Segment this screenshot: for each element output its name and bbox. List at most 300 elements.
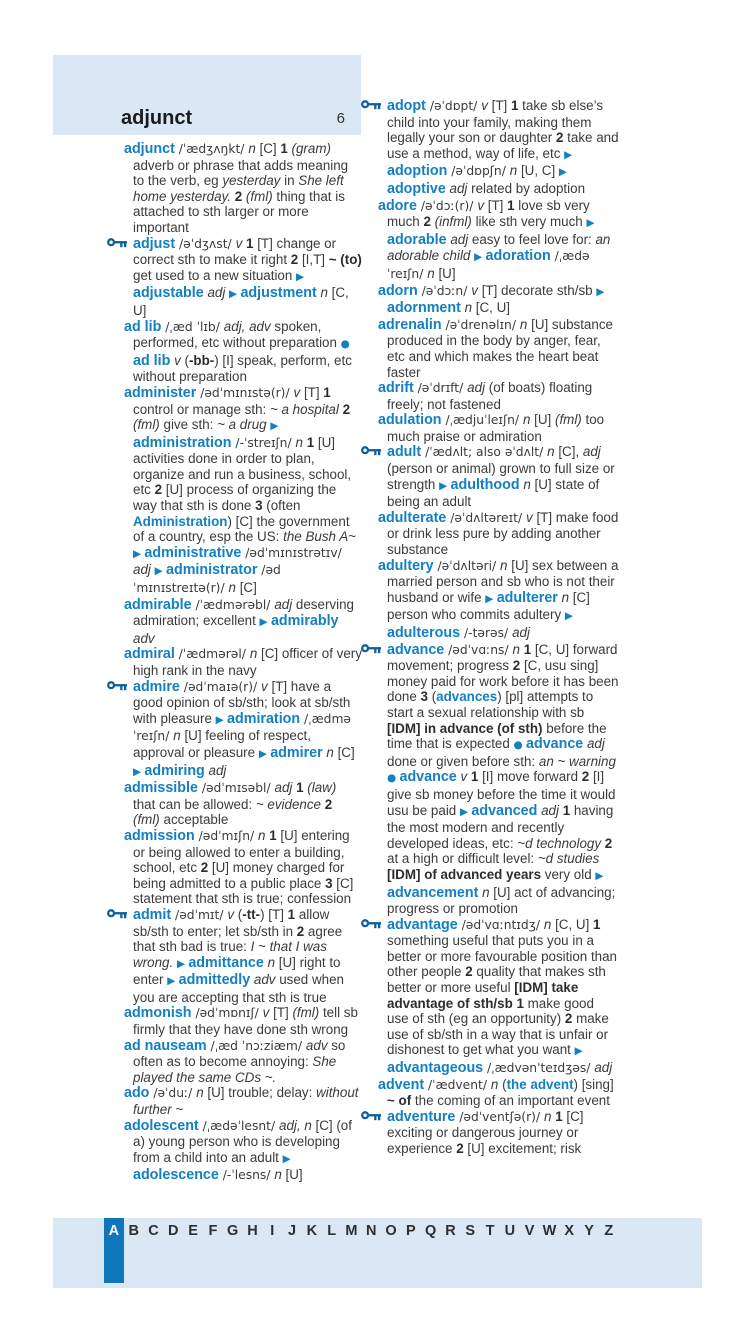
bold-text: 1	[287, 906, 296, 922]
highlighted-word: the advent	[506, 1076, 574, 1092]
definition-text: [C] statement that sth is true; confession	[133, 875, 354, 907]
idiom-label: [IDM]	[387, 720, 421, 736]
dictionary-entry	[378, 558, 619, 642]
derivative-word: admiring	[144, 762, 205, 779]
bold-text: 2	[324, 796, 333, 812]
alphabet-letter-I[interactable]: I	[270, 1223, 275, 1239]
phonetics: /əˈdʌltəri/	[433, 558, 501, 573]
phonetics: /əˈdɒpʃn/	[447, 164, 510, 179]
dictionary-entry	[378, 283, 619, 317]
phonetics: /əˈdɒpt/	[425, 99, 482, 113]
dictionary-entry	[124, 679, 362, 781]
phonetics: /ˈædʌlt; also əˈdʌlt/	[421, 445, 548, 460]
alphabet-letter-J[interactable]: J	[288, 1223, 297, 1239]
part-of-speech: n	[248, 141, 256, 156]
derivative-word: administrative	[144, 544, 242, 561]
italic-text: (infml)	[430, 214, 472, 230]
headword: adulation	[378, 412, 442, 429]
phonetics: /-ˈstreɪʃn/	[231, 435, 296, 450]
definition-text: [U] feeling of respect, approval or pleasure	[133, 728, 311, 760]
bold-text: 2	[512, 658, 521, 674]
definition-text: (	[427, 689, 437, 705]
part-of-speech: adj	[594, 1060, 613, 1076]
italic-text: (fml)	[133, 812, 160, 828]
definition-text: [T]	[300, 384, 324, 400]
derivative-marker: ▶	[133, 547, 145, 560]
phonetics: /əˈdɔːn/	[417, 283, 472, 298]
phonetics: /ədˈmɪt/	[171, 907, 228, 922]
definition-text: very old	[541, 866, 596, 882]
definition-text: [C] officer of very high rank in the navy	[133, 646, 362, 678]
part-of-speech: v	[293, 384, 301, 400]
alphabet-letter-P[interactable]: P	[406, 1223, 416, 1239]
alphabet-letter-X[interactable]: X	[564, 1223, 575, 1239]
derivative-word: advancement	[387, 884, 479, 901]
phonetics: /ˈædvent/	[424, 1077, 491, 1092]
part-of-speech: n	[557, 589, 570, 605]
italic-text: ~d technology	[517, 835, 602, 851]
alphabet-letter-K[interactable]: K	[306, 1223, 318, 1239]
derivative-marker: ●	[340, 338, 350, 351]
dictionary-entry	[124, 1038, 362, 1086]
dictionary-entry	[378, 917, 619, 1077]
dictionary-entry	[124, 907, 362, 1006]
bold-text: 3	[325, 875, 333, 891]
headword: administer	[124, 384, 197, 401]
bold-text: 2	[342, 401, 351, 417]
bold-text: -tt-	[242, 906, 261, 922]
italic-text: (fml)	[292, 1005, 320, 1021]
part-of-speech: v	[235, 235, 243, 251]
bold-text: 1	[306, 434, 315, 450]
part-of-speech: adj	[583, 736, 605, 752]
definition-text: [U] sex between a married person and sb who is not their husband or wife	[387, 557, 619, 605]
derivative-word: adolescence	[133, 1167, 219, 1184]
bold-text: 1	[593, 916, 601, 932]
alphabet-letter-B[interactable]: B	[128, 1223, 139, 1239]
headword: adult	[387, 444, 422, 461]
derivative-word: adorable	[387, 231, 447, 248]
bold-text: 2	[423, 214, 431, 230]
definition-text: [T] change or correct sth to make it right	[133, 235, 337, 268]
headword: admire	[133, 678, 180, 695]
alphabet-letter-Q[interactable]: Q	[425, 1223, 437, 1239]
dictionary-entry	[124, 780, 362, 828]
italic-text: She played the same CDs ~.	[133, 1054, 337, 1085]
derivative-marker: ▶	[259, 616, 271, 629]
bold-text: 2	[200, 860, 209, 876]
dictionary-entry	[124, 1118, 362, 1184]
bold-text: 1	[269, 827, 277, 843]
part-of-speech: n	[522, 412, 531, 428]
headword: adrift	[378, 380, 414, 397]
part-of-speech: n	[249, 646, 258, 662]
definition-text: [C]	[333, 744, 355, 760]
italic-text: (fml)	[555, 412, 582, 428]
headword: admissible	[124, 780, 198, 797]
key-icon	[361, 98, 387, 114]
definition-text: make good use of sth (eg an opportunity)	[387, 995, 594, 1027]
part-of-speech: adj	[274, 596, 293, 612]
headword: admit	[133, 906, 172, 923]
definition-text: ) [I] speak, perform, etc without preparation	[133, 352, 352, 385]
alphabet-letter-N[interactable]: N	[366, 1223, 377, 1239]
dictionary-entry	[378, 380, 619, 412]
definition-text: done or given before sth:	[387, 753, 539, 769]
phonetics: /ˌædəˈreɪʃn/	[387, 249, 590, 281]
dictionary-entry	[124, 1085, 362, 1117]
derivative-marker: ▶	[215, 713, 228, 726]
part-of-speech: v	[227, 906, 235, 922]
definition-text: [U] substance produced in the body by anger, fear, etc and which makes the heart beat faster	[387, 316, 613, 380]
definition-text: [U]	[434, 265, 456, 281]
italic-text: without further ~	[133, 1085, 359, 1118]
italic-text: (gram)	[287, 141, 331, 156]
part-of-speech: adj	[274, 780, 293, 796]
derivative-marker: ▶	[574, 1045, 583, 1058]
definition-text: [T]	[487, 98, 511, 113]
part-of-speech: v	[481, 98, 488, 113]
part-of-speech: n	[173, 728, 181, 744]
alphabet-letter-R[interactable]: R	[445, 1223, 456, 1239]
derivative-word: ad lib	[133, 352, 171, 369]
derivative-marker: ●	[513, 739, 527, 752]
dictionary-entry	[124, 597, 362, 647]
definition-text: [U] activities done in order to plan, organize and run a business, school, etc	[133, 434, 352, 498]
dictionary-entry	[124, 385, 362, 597]
derivative-marker: ▶	[176, 957, 189, 970]
definition-text: get used to a new situation	[133, 267, 297, 283]
italic-text: (fml)	[242, 188, 273, 204]
derivative-marker: ▶	[282, 1152, 291, 1165]
bold-text: 2	[234, 188, 243, 204]
definition-text: that can be allowed:	[133, 796, 256, 812]
definition-text: (	[180, 352, 189, 368]
phonetics: /ˌædvənˈteɪdʒəs/	[483, 1061, 595, 1076]
definition-text: so often as to become annoying:	[133, 1037, 346, 1070]
part-of-speech: n	[427, 265, 435, 281]
headword: adrenalin	[378, 316, 442, 333]
definition-text: [C, U] forward movement; progress	[387, 641, 618, 674]
bold-text: 1	[516, 995, 524, 1011]
idiom-label: [IDM]	[387, 866, 421, 882]
alphabet-letter-D[interactable]: D	[168, 1223, 179, 1239]
definition-text: (of boats) floating freely; not fastened	[387, 380, 593, 412]
bold-text: ~ of	[387, 1093, 412, 1109]
part-of-speech: v	[261, 678, 268, 694]
derivative-word: admirer	[270, 744, 323, 761]
alphabet-letter-S[interactable]: S	[465, 1223, 476, 1239]
part-of-speech: v	[471, 282, 478, 298]
part-of-speech: adv	[133, 630, 155, 646]
italic-text: yesterday	[222, 173, 281, 189]
alphabet-letter-V[interactable]: V	[524, 1223, 535, 1239]
definition-text: ) [sing]	[573, 1076, 614, 1092]
definition-text: make use of sb/sth in a way that is unfair or dishonest to get what you want	[387, 1011, 609, 1058]
alphabet-letter-G[interactable]: G	[227, 1223, 239, 1239]
definition-text: [C],	[554, 444, 583, 460]
derivative-word: adjustable	[133, 285, 204, 302]
phonetics: /əˈdrenəlɪn/	[441, 317, 520, 332]
definition-text: [C, U]	[472, 300, 510, 316]
definition-text: before the time that is expected	[387, 720, 607, 752]
alphabet-letter-H[interactable]: H	[247, 1223, 258, 1239]
dictionary-column-left	[124, 141, 362, 1184]
phonetics: /ˌædəˈlesnt/	[198, 1118, 280, 1133]
alphabet-letter-E[interactable]: E	[188, 1223, 198, 1239]
key-icon	[361, 1109, 387, 1125]
bold-text: 1	[246, 235, 254, 251]
alphabet-letter-U[interactable]: U	[504, 1223, 516, 1239]
part-of-speech: n	[258, 827, 266, 843]
derivative-marker: ▶	[558, 166, 567, 179]
part-of-speech: adj	[133, 562, 151, 578]
derivative-marker: ▶	[154, 565, 167, 578]
definition-text: [U] excitement; risk	[463, 1141, 582, 1156]
italic-text: ~d studies	[537, 851, 600, 867]
italic-text: ~ evidence	[255, 796, 321, 812]
definition-text: the coming of an important event	[411, 1093, 610, 1109]
definition-text: [U] right to enter	[133, 954, 341, 988]
part-of-speech: adj	[446, 231, 469, 247]
derivative-word: advance	[526, 736, 584, 753]
definition-text: [C] (of a) young person who is developing from a child into an adult	[133, 1117, 352, 1165]
bold-text: 2	[456, 1141, 464, 1156]
italic-text: (fml)	[133, 417, 160, 433]
part-of-speech: adj	[204, 762, 227, 778]
part-of-speech: n	[322, 744, 334, 760]
definition-text: [U] process of organizing the way that sth is done	[133, 482, 337, 514]
derivative-marker: ▶	[485, 592, 497, 605]
part-of-speech: n	[544, 1108, 552, 1124]
definition-text: [U] state of being an adult	[387, 476, 600, 510]
definition-text: [U] trouble; delay:	[203, 1085, 317, 1101]
headword: advantage	[387, 916, 458, 933]
phonetics: /əˈdɔː(r)/	[416, 198, 478, 213]
definition-text: like sth very much	[471, 214, 587, 230]
phonetics: /əˈduː/	[149, 1086, 197, 1101]
bold-text: 2	[581, 769, 590, 785]
definition-text: thing that is attached to sth larger or more important	[133, 188, 345, 235]
phonetics: /ədˈmɪnɪstreɪtə(r)/	[133, 563, 281, 596]
alphabet-letter-A[interactable]: A	[104, 1218, 124, 1283]
derivative-marker: ▶	[459, 805, 472, 818]
headword: adjust	[133, 235, 176, 252]
headword: admiral	[124, 646, 175, 663]
part-of-speech: n	[274, 1167, 282, 1183]
part-of-speech: v	[262, 1005, 270, 1021]
headword: ado	[124, 1085, 150, 1102]
bold-text: 2	[604, 835, 613, 851]
phonetics: /ədˈmɪnɪstə(r)/	[196, 385, 294, 400]
bold-text: 2	[154, 482, 163, 498]
derivative-marker: ▶	[596, 285, 605, 298]
alphabet-letter-Z[interactable]: Z	[604, 1223, 614, 1239]
derivative-word: admiration	[227, 710, 301, 727]
bold-text: 2	[564, 1011, 573, 1027]
part-of-speech: adj	[582, 444, 601, 460]
definition-text: ) [C] the government of a country, esp the US:	[133, 513, 350, 545]
key-icon	[107, 236, 133, 252]
derivative-marker: ▶	[133, 765, 145, 778]
part-of-speech: adj, n	[279, 1117, 312, 1133]
part-of-speech: v	[456, 769, 468, 785]
bold-text: 1	[507, 197, 515, 213]
alphabet-letter-L[interactable]: L	[327, 1223, 337, 1239]
derivative-word: advanced	[471, 802, 538, 819]
definition-text: [I,T]	[298, 252, 329, 268]
guide-word: adjunct	[121, 107, 193, 129]
phonetics: /ədˈmɪnɪstrətɪv/	[241, 545, 342, 560]
definition-text: [I] give sb money before the time it would usu be paid	[387, 769, 616, 818]
headword: adultery	[378, 557, 434, 574]
part-of-speech: n	[547, 444, 555, 460]
part-of-speech: n	[478, 884, 490, 900]
headword: advent	[378, 1076, 425, 1093]
highlighted-word: Administration	[133, 513, 228, 529]
definition-text: in	[280, 173, 299, 189]
part-of-speech: v	[174, 352, 181, 368]
dictionary-entry	[378, 1109, 619, 1157]
alphabet-letter-F[interactable]: F	[208, 1223, 218, 1239]
phonetics: /ədˈvɑːns/	[444, 642, 513, 657]
part-of-speech: v	[526, 509, 533, 525]
key-icon	[361, 642, 387, 658]
definition-text: [T]	[269, 1005, 293, 1021]
dictionary-entry	[124, 828, 362, 907]
part-of-speech: n	[512, 641, 520, 657]
part-of-speech: adj	[445, 180, 468, 196]
definition-text: used when you are accepting that sth is true	[133, 972, 344, 1005]
derivative-word: adulterous	[387, 625, 461, 641]
headword: admirable	[124, 596, 192, 613]
phonetics: /-tərəs/	[460, 626, 513, 640]
phonetics: /ˌædməˈreɪʃn/	[133, 711, 351, 744]
bold-text: 1	[323, 384, 331, 400]
italic-text: ~ a drug	[217, 417, 267, 433]
bold-text: 1	[562, 802, 571, 818]
part-of-speech: adv	[305, 1037, 328, 1053]
headword: advance	[387, 641, 445, 658]
italic-text: (law)	[303, 780, 337, 796]
phonetics: /ˈædʒʌŋkt/	[174, 142, 249, 156]
alphabet-letter-O[interactable]: O	[385, 1223, 397, 1239]
alphabet-letter-Y[interactable]: Y	[584, 1223, 594, 1239]
headword: admission	[124, 827, 195, 844]
alphabet-bar	[53, 1218, 702, 1288]
dictionary-entry	[378, 317, 619, 380]
part-of-speech: v	[477, 197, 485, 213]
part-of-speech: n	[196, 1085, 204, 1101]
dictionary-entry	[124, 141, 362, 236]
definition-text: [U]	[281, 1167, 303, 1183]
derivative-marker: ●	[387, 772, 400, 785]
definition-text: ) [pl] attempts to start a sexual relationship with sb	[387, 689, 594, 720]
derivative-marker: ▶	[258, 747, 271, 760]
phonetics: /-ˈlesns/	[218, 1168, 275, 1183]
headword: adorn	[378, 282, 418, 299]
derivative-word: adornment	[387, 300, 461, 317]
headword: adore	[378, 197, 417, 214]
part-of-speech: n	[295, 434, 303, 450]
phonetics: /ədˈvɑːntɪdʒ/	[457, 917, 544, 932]
derivative-marker: ▶	[270, 420, 279, 433]
derivative-marker: ▶	[564, 148, 573, 161]
definition-text: (	[498, 1076, 507, 1092]
bold-text: 2	[296, 923, 305, 939]
definition-text: [U, C]	[517, 163, 559, 179]
definition-text: adverb or phrase that adds meaning to the verb, eg	[133, 157, 349, 189]
phonetics: /əˈdʌltəreɪt/	[446, 510, 527, 525]
phonetics: /ədˈmɒnɪʃ/	[191, 1006, 263, 1021]
key-icon	[361, 444, 387, 460]
phonetics: /əˈdʒʌst/	[175, 236, 236, 251]
alphabet-letter-T[interactable]: T	[485, 1223, 495, 1239]
derivative-marker: ▶	[586, 217, 595, 230]
page-number: 6	[336, 110, 345, 127]
phonetics: /ˌædjuˈleɪʃn/	[441, 413, 523, 428]
italic-text: an adorable child	[387, 231, 611, 264]
phonetics: /əˈdrɪft/	[413, 381, 468, 396]
dictionary-entry	[378, 98, 619, 198]
italic-text: the Bush A~	[283, 529, 356, 545]
derivative-word: adjustment	[240, 285, 317, 302]
definition-text: [C]	[255, 141, 281, 156]
derivative-word: adoption	[387, 163, 448, 180]
definition-text: easy to feel love for:	[468, 231, 596, 247]
dictionary-entry	[378, 198, 619, 283]
headword: ad lib	[124, 318, 162, 335]
alphabet-letter-C[interactable]: C	[148, 1223, 159, 1239]
bold-text: -bb-	[188, 352, 215, 368]
alphabet-letters	[104, 1218, 619, 1283]
dictionary-column-right	[378, 98, 619, 1157]
phonetics: /ədˈmɪsəbl/	[197, 781, 275, 796]
italic-text: She left home yesterday.	[133, 173, 344, 204]
bold-text: 1	[555, 1108, 563, 1124]
bold-text: of advanced years	[420, 866, 542, 882]
alphabet-letter-M[interactable]: M	[345, 1223, 358, 1239]
derivative-word: adulterer	[496, 589, 558, 606]
phonetics: /ədˈmɪʃn/	[194, 828, 259, 843]
bold-text: 1	[523, 641, 532, 657]
headword: adventure	[387, 1108, 456, 1125]
derivative-word: administrator	[166, 562, 258, 579]
bold-text: 3	[420, 689, 428, 705]
part-of-speech: n	[460, 300, 473, 316]
derivative-marker: ▶	[229, 288, 241, 301]
definition-text: acceptable	[159, 812, 229, 828]
definition-text: [T] make food or drink less pure by adding another substance	[387, 509, 619, 558]
phonetics: /ədˈventʃə(r)/	[455, 1109, 545, 1124]
definition-text: tell sb firmly that they have done sth wrong	[133, 1005, 358, 1038]
dictionary-entry	[124, 236, 362, 319]
headword: adopt	[387, 98, 426, 114]
definition-text: [T] decorate sth/sb	[477, 282, 597, 298]
bold-text: 1	[510, 98, 519, 113]
definition-text: [I] move forward	[478, 769, 582, 785]
derivative-marker: ▶	[564, 610, 573, 623]
bold-text: 1	[470, 769, 479, 785]
dictionary-entry	[124, 319, 362, 385]
alphabet-letter-W[interactable]: W	[542, 1223, 557, 1239]
part-of-speech: n	[519, 316, 528, 332]
derivative-word: administration	[133, 434, 232, 451]
dictionary-entry	[378, 1077, 619, 1109]
definition-text: agree that sth bad is true:	[133, 923, 343, 955]
headword: ad nauseam	[124, 1037, 207, 1054]
headword: adulterate	[378, 509, 447, 526]
